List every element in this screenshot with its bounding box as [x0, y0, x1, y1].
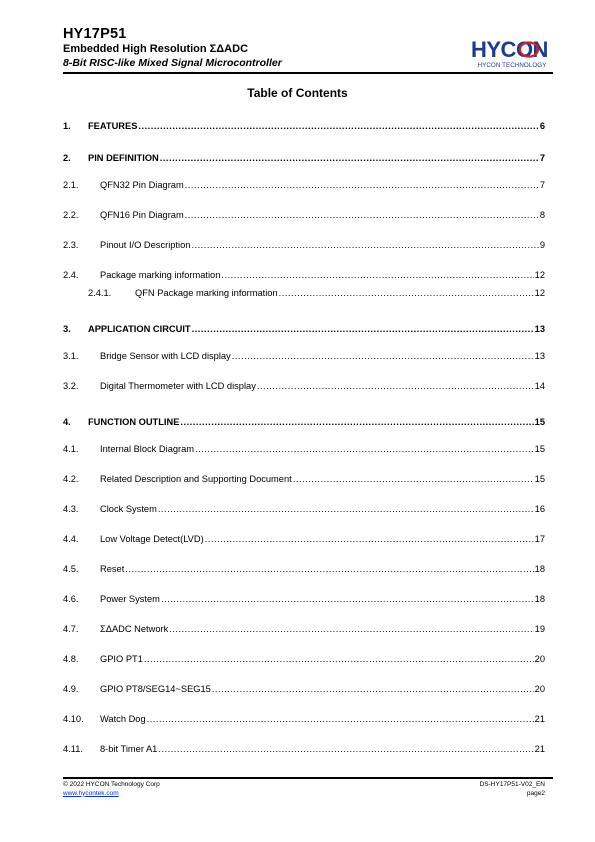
- dot-leader: [180, 417, 533, 427]
- toc-entry-related-description[interactable]: 4.2. Related Description and Supporting Document ..... 15: [63, 474, 545, 488]
- footer-left: [63, 781, 160, 798]
- dot-leader: [125, 564, 533, 574]
- dot-leader: [279, 288, 534, 298]
- dot-leader: [195, 444, 534, 454]
- toc-title: Table of Contents: [247, 86, 348, 100]
- document-subtitle-1: Embedded High Resolution ΣΔADC: [63, 43, 249, 55]
- toc-entry-qfn-package-marking[interactable]: 2.4.1. QFN Package marking information ..... 12: [88, 288, 545, 302]
- toc-entry-features[interactable]: 1. FEATURES ..... 6: [63, 121, 545, 135]
- toc-entry-pin-definition[interactable]: 2. PIN DEFINITION ..... 7: [63, 153, 545, 167]
- toc-entry-gpio-pt8[interactable]: 4.9. GPIO PT8/SEG14~SEG15 ..... 20: [63, 684, 545, 698]
- toc-entry-qfn32[interactable]: 2.1. QFN32 Pin Diagram ..... 7: [63, 180, 545, 194]
- dot-leader: [293, 474, 534, 484]
- toc-entry-package-marking[interactable]: 2.4. Package marking information ..... 12: [63, 270, 545, 284]
- hycon-logo-mark: [471, 36, 553, 62]
- toc-entry-application-circuit[interactable]: 3. APPLICATION CIRCUIT ..... 13: [63, 324, 545, 338]
- document-id: DS-HY17P51-V02_EN: [479, 781, 545, 788]
- website-link[interactable]: www.hycontek.com: [63, 789, 119, 797]
- dot-leader: [191, 240, 538, 250]
- toc-entry-clock-system[interactable]: 4.3. Clock System ..... 16: [63, 504, 545, 518]
- toc-entry-qfn16[interactable]: 2.2. QFN16 Pin Diagram ..... 8: [63, 210, 545, 224]
- page-number: page2: [526, 789, 545, 797]
- footer-rule: [63, 777, 553, 779]
- dot-leader: [160, 153, 539, 163]
- toc-entry-watch-dog[interactable]: 4.10. Watch Dog ..... 21: [63, 714, 545, 728]
- dot-leader: [185, 210, 539, 220]
- dot-leader: [144, 654, 534, 664]
- dot-leader: [147, 714, 534, 724]
- toc-entry-lvd[interactable]: 4.4. Low Voltage Detect(LVD) ..... 17: [63, 534, 545, 548]
- toc-entry-adc-network[interactable]: 4.7. ΣΔADC Network ..... 19: [63, 624, 545, 638]
- toc-entry-internal-block-diagram[interactable]: 4.1. Internal Block Diagram ..... 15: [63, 444, 545, 458]
- dot-leader: [158, 744, 533, 754]
- dot-leader: [185, 180, 539, 190]
- toc-entry-pinout[interactable]: 2.3. Pinout I/O Description ..... 9: [63, 240, 545, 254]
- dot-leader: [161, 594, 534, 604]
- toc-entry-reset[interactable]: 4.5. Reset ..... 18: [63, 564, 545, 578]
- header-rule: [63, 72, 553, 74]
- logo-text: HYCON: [471, 37, 548, 62]
- dot-leader: [138, 121, 538, 131]
- dot-leader: [205, 534, 534, 544]
- hycon-logo: [471, 36, 553, 72]
- toc-entry-gpio-pt1[interactable]: 4.8. GPIO PT1 ..... 20: [63, 654, 545, 668]
- toc-entry-timer-a1[interactable]: 4.11. 8-bit Timer A1 ..... 21: [63, 744, 545, 758]
- toc-entry-digital-thermometer[interactable]: 3.2. Digital Thermometer with LCD display ..... 14: [63, 381, 545, 395]
- dot-leader: [221, 270, 533, 280]
- dot-leader: [232, 351, 534, 361]
- toc-entry-function-outline[interactable]: 4. FUNCTION OUTLINE ..... 15: [63, 417, 545, 431]
- dot-leader: [257, 381, 534, 391]
- document-subtitle-2: 8-Bit RISC-like Mixed Signal Microcontroller: [63, 57, 282, 69]
- dot-leader: [212, 684, 534, 694]
- footer-right: [480, 781, 545, 798]
- toc-entry-bridge-sensor[interactable]: 3.1. Bridge Sensor with LCD display ..... 13: [63, 351, 545, 365]
- dot-leader: [158, 504, 534, 514]
- page-header: [63, 26, 553, 74]
- copyright-text: © 2022 HYCON Technology Corp: [63, 781, 160, 788]
- logo-subtext: HYCON TECHNOLOGY: [477, 62, 547, 69]
- toc-entry-power-system[interactable]: 4.6. Power System ..... 18: [63, 594, 545, 608]
- dot-leader: [192, 324, 534, 334]
- dot-leader: [169, 624, 533, 634]
- document-title: HY17P51: [63, 26, 127, 42]
